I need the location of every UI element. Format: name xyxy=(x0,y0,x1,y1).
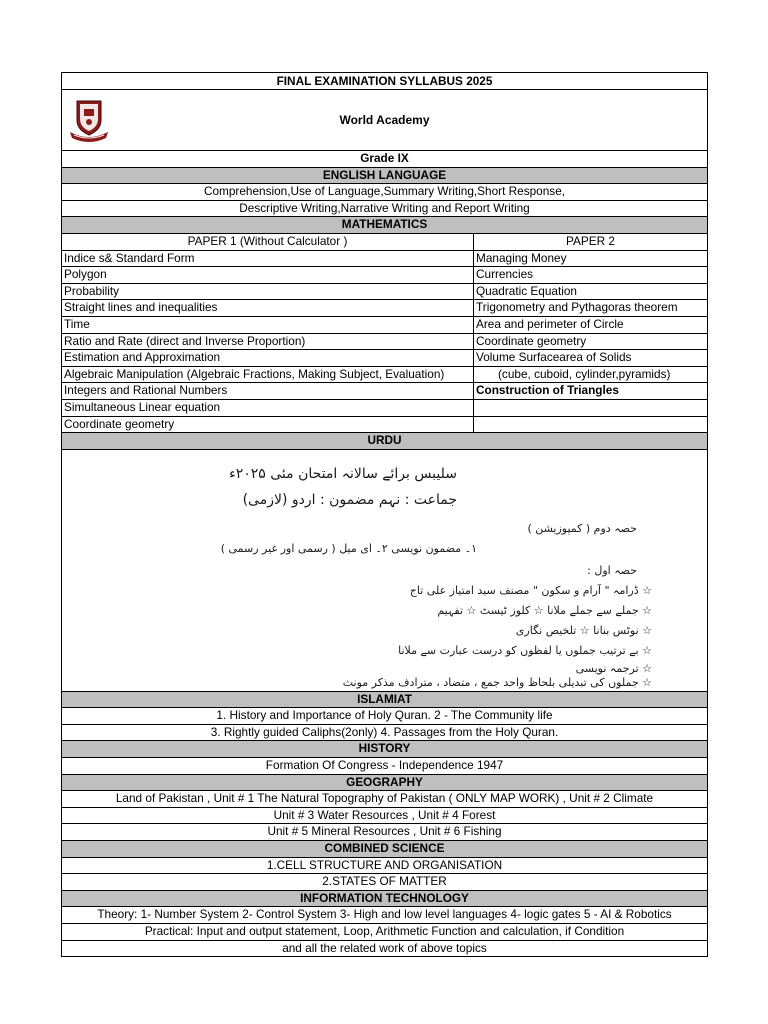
science-line: 1.CELL STRUCTURE AND ORGANISATION xyxy=(62,858,707,875)
urdu-line: ☆ جملے سے جملے ملانا ☆ کلوز ٹیسٹ ☆ تفہیم xyxy=(437,603,652,617)
geography-line: Land of Pakistan , Unit # 1 The Natural Topography of Pakistan ( ONLY MAP WORK) , Unit # 2 Climate xyxy=(62,791,707,808)
geography-line: Unit # 5 Mineral Resources , Unit # 6 Fishing xyxy=(62,824,707,841)
paper2-topic xyxy=(474,400,707,416)
urdu-line: ☆ ڈرامہ " آرام و سکون " مصنف سید امتیاز علی تاج xyxy=(409,583,652,597)
islamiat-line: 3. Rightly guided Caliphs(2only) 4. Passages from the Holy Quran. xyxy=(62,725,707,742)
math-row xyxy=(62,334,707,351)
section-heading-mathematics: MATHEMATICS xyxy=(62,217,707,234)
it-line: Practical: Input and output statement, Loop, Arithmetic Function and calculation, if Condition xyxy=(62,924,707,941)
math-row xyxy=(62,251,707,268)
section-heading-english: ENGLISH LANGUAGE xyxy=(62,168,707,185)
islamiat-line: 1. History and Importance of Holy Quran. 2 - The Community life xyxy=(62,708,707,725)
syllabus-table xyxy=(61,72,708,957)
paper1-topic: Simultaneous Linear equation xyxy=(62,400,474,416)
math-row xyxy=(62,300,707,317)
urdu-syllabus-image xyxy=(62,450,707,692)
urdu-line: ۱۔ مضمون نویسی ۲۔ ای میل ( رسمی اور غیر رسمی ) xyxy=(220,541,477,555)
english-line: Descriptive Writing,Narrative Writing and Report Writing xyxy=(62,201,707,218)
english-line: Comprehension,Use of Language,Summary Writing,Short Response, xyxy=(62,184,707,201)
math-row xyxy=(62,317,707,334)
paper2-topic: (cube, cuboid, cylinder,pyramids) xyxy=(498,366,671,381)
paper1-topic: Integers and Rational Numbers xyxy=(62,383,474,399)
urdu-line: ☆ جملوں کی تبدیلی بلحاظ واحد جمع ، متضاد ، مترادف مذکر مونث xyxy=(342,675,652,689)
paper2-topic: Coordinate geometry xyxy=(476,333,587,348)
document-title: FINAL EXAMINATION SYLLABUS 2025 xyxy=(62,73,707,90)
section-heading-urdu: URDU xyxy=(62,433,707,450)
paper1-topic: Polygon xyxy=(62,267,474,283)
paper1-topic: Ratio and Rate (direct and Inverse Proportion) xyxy=(62,334,474,350)
paper2-topic: Volume Surfacearea of Solids xyxy=(476,350,632,365)
urdu-line: ☆ بے ترتیب جملوں یا لفظوں کو درست عبارت سے ملانا xyxy=(398,643,652,657)
paper2-topic: Construction of Triangles xyxy=(476,383,619,398)
urdu-line: سلیبس برائے سالانہ امتحان مئی ۲۰۲۵ء xyxy=(229,465,457,482)
history-line: Formation Of Congress - Independence 1947 xyxy=(62,758,707,775)
section-heading-combined-science: COMBINED SCIENCE xyxy=(62,841,707,858)
urdu-line: جماعت : نہم مضمون : اردو (لازمی) xyxy=(242,491,457,508)
school-header xyxy=(62,90,707,151)
math-row xyxy=(62,417,707,434)
section-heading-information-technology: INFORMATION TECHNOLOGY xyxy=(62,891,707,908)
paper1-topic: Algebraic Manipulation (Algebraic Fractions, Making Subject, Evaluation) xyxy=(62,367,474,383)
paper1-topic: Estimation and Approximation xyxy=(62,350,474,366)
paper2-topic: Trigonometry and Pythagoras theorem xyxy=(476,300,678,315)
math-row xyxy=(62,350,707,367)
paper1-topic: Coordinate geometry xyxy=(62,417,474,433)
math-paper-headers xyxy=(62,234,707,251)
math-row xyxy=(62,383,707,400)
paper2-topic: Area and perimeter of Circle xyxy=(476,316,624,331)
science-line: 2.STATES OF MATTER xyxy=(62,874,707,891)
urdu-line: حصہ دوم ( کمپوزیشن ) xyxy=(527,521,637,535)
section-heading-history: HISTORY xyxy=(62,741,707,758)
section-heading-islamiat: ISLAMIAT xyxy=(62,692,707,709)
urdu-line: ☆ نوٹس بنانا ☆ تلخیص نگاری xyxy=(515,623,652,637)
paper1-topic: Time xyxy=(62,317,474,333)
paper2-topic xyxy=(474,417,707,433)
urdu-line: حصہ اول : xyxy=(587,563,637,577)
paper2-header: PAPER 2 xyxy=(566,233,615,248)
paper1-topic: Indice s& Standard Form xyxy=(62,251,474,267)
geography-line: Unit # 3 Water Resources , Unit # 4 Forest xyxy=(62,808,707,825)
paper2-topic: Quadratic Equation xyxy=(476,283,577,298)
math-row xyxy=(62,284,707,301)
urdu-line: ☆ ترجمہ نویسی xyxy=(575,661,652,675)
school-name: World Academy xyxy=(339,113,430,127)
math-row xyxy=(62,400,707,417)
paper2-topic: Managing Money xyxy=(476,250,567,265)
math-row xyxy=(62,267,707,284)
paper1-topic: Straight lines and inequalities xyxy=(62,300,474,316)
paper1-header: PAPER 1 (Without Calculator ) xyxy=(62,234,474,250)
grade-label: Grade IX xyxy=(62,151,707,168)
it-line: Theory: 1- Number System 2- Control System 3- High and low level languages 4- logic gates 5 - AI & Robotics xyxy=(62,907,707,924)
paper1-topic: Probability xyxy=(62,284,474,300)
it-line: and all the related work of above topics xyxy=(282,940,487,955)
paper2-topic: Currencies xyxy=(476,267,534,282)
section-heading-geography: GEOGRAPHY xyxy=(62,775,707,792)
math-row xyxy=(62,367,707,384)
